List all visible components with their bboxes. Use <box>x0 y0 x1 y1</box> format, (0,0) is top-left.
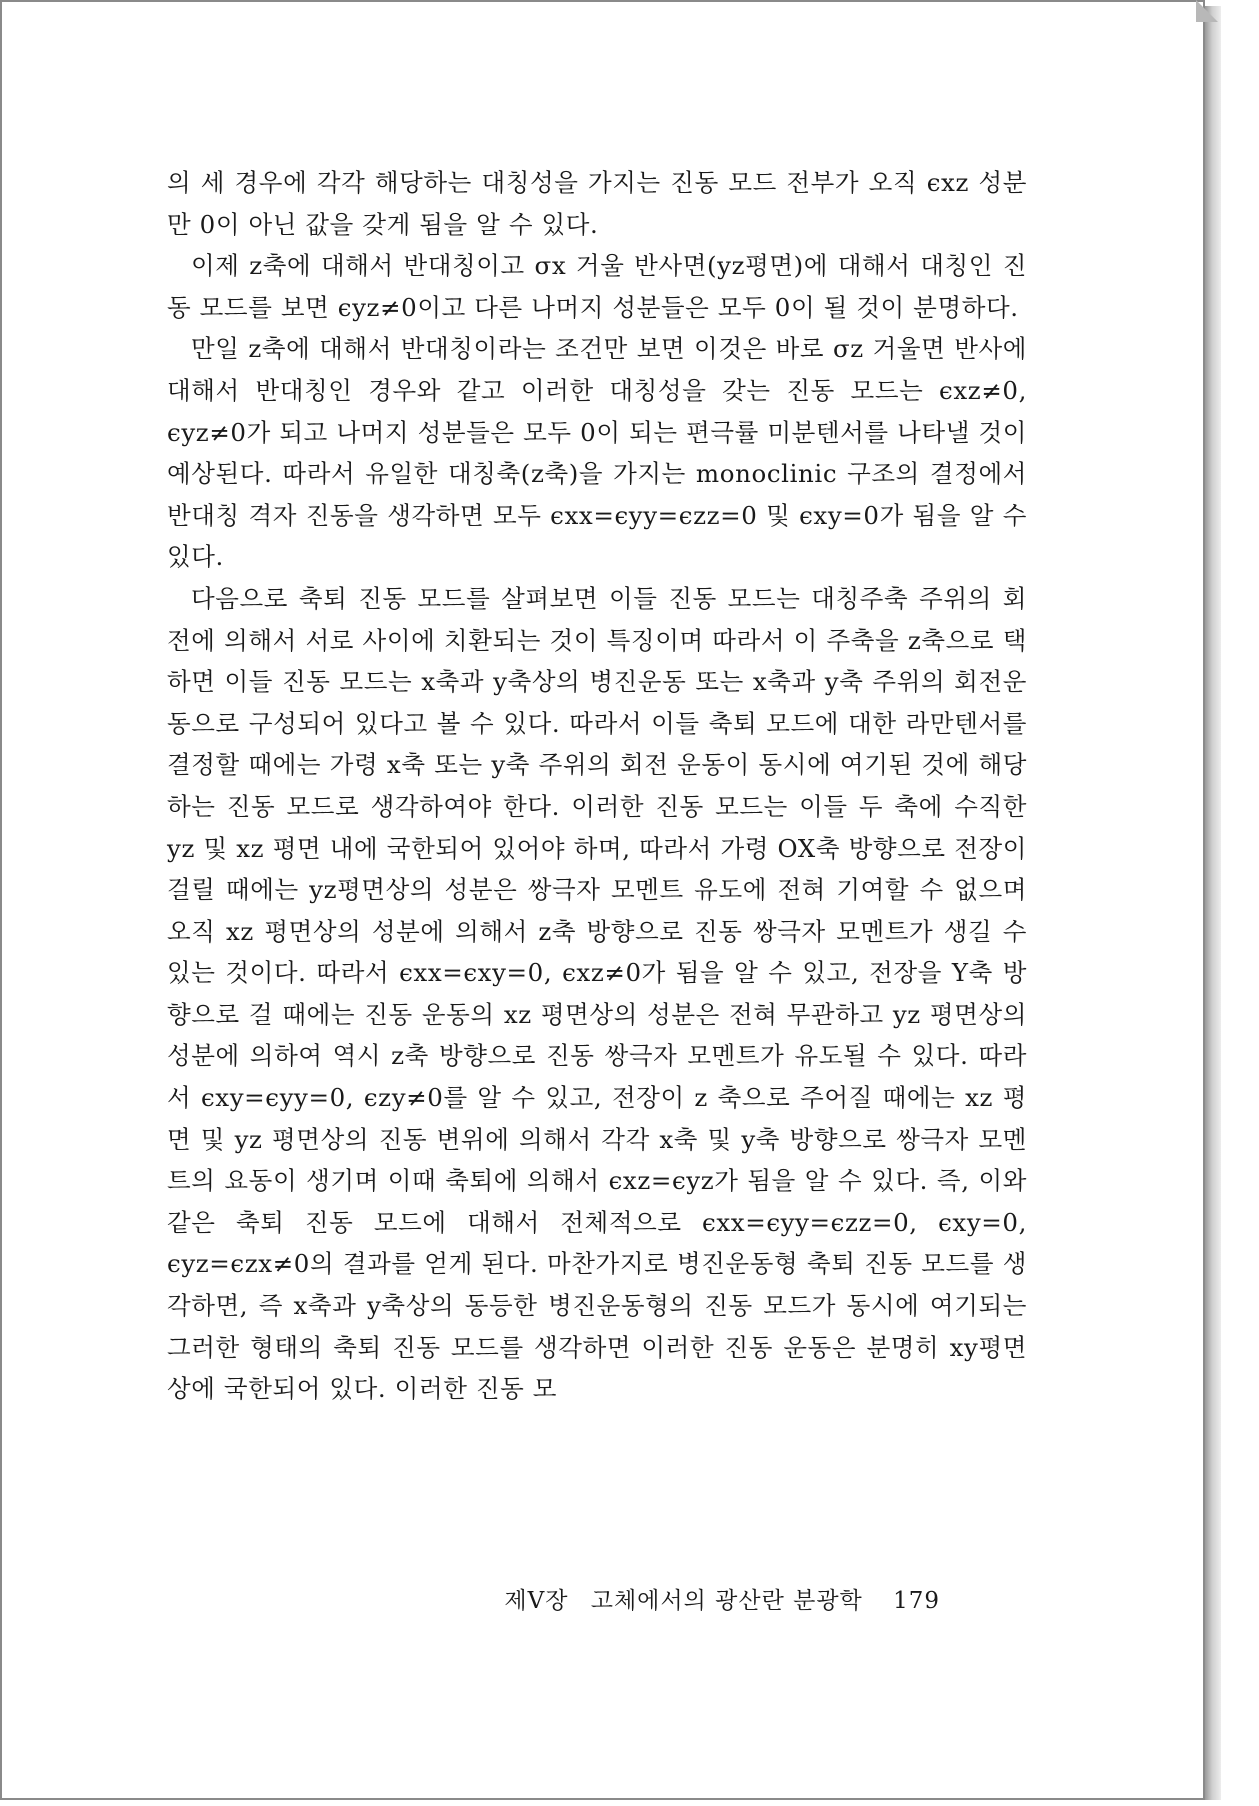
body-text <box>167 162 1027 1410</box>
paragraph: 의 세 경우에 각각 해당하는 대칭성을 가지는 진동 모드 전부가 오직 ϵxz 성분만 0이 아닌 값을 갖게 됨을 알 수 있다. <box>167 168 1027 239</box>
chapter-title: 고체에서의 광산란 분광학 <box>590 1588 863 1614</box>
page-edge-shadow <box>1205 6 1221 1800</box>
paragraph: 만일 z축에 대해서 반대칭이라는 조건만 보면 이것은 바로 σz 거울면 반사에 대해서 반대칭인 경우와 같고 이러한 대칭성을 갖는 진동 모드는 ϵxz≠0, ϵyz≠0가 되고 나머지 성분들은 모두 0이 되는 편극률 미분텐서를 나타낼 것이 예상된다. 따라서 유일한 대칭축(z축)을 가지는 monoclinic 구조의 결정에서 반대칭 격자 진동을 생각하면 모두 ϵxx=ϵyy=ϵzz=0 및 ϵxy=0가 됨을 알 수 있다. <box>167 334 1027 572</box>
page-number: 179 <box>893 1588 940 1614</box>
chapter-label: 제V장 <box>504 1588 569 1614</box>
paragraph: 다음으로 축퇴 진동 모드를 살펴보면 이들 진동 모드는 대칭주축 주위의 회전에 의해서 서로 사이에 치환되는 것이 특징이며 따라서 이 주축을 z축으로 택하면 이들 진동 모드는 x축과 y축상의 병진운동 또는 x축과 y축 주위의 회전운동으로 구성되어 있다고 볼 수 있다. 따라서 이들 축퇴 모드에 대한 라만텐서를 결정할 때에는 가령 x축 또는 y축 주위의 회전 운동이 동시에 여기된 것에 해당하는 진동 모드로 생각하여야 한다. 이러한 진동 모드는 이들 두 축에 수직한 yz 및 xz 평면 내에 국한되어 있어야 하며, 따라서 가령 OX축 방향으로 전장이 걸릴 때에는 yz평면상의 성분은 쌍극자 모멘트 유도에 전혀 기여할 수 없으며 오직 xz 평면상의 성분에 의해서 z축 방향으로 진동 쌍극자 모멘트가 생길 수 있는 것이다. 따라서 ϵxx=ϵxy=0, ϵxz≠0가 됨을 알 수 있고, 전장을 Y축 방향으로 걸 때에는 진동 운동의 xz 평면상의 성분은 전혀 무관하고 yz 평면상의 성분에 의하여 역시 z축 방향으로 진동 쌍극자 모멘트가 유도될 수 있다. 따라서 ϵxy=ϵyy=0, ϵzy≠0를 알 수 있고, 전장이 z 축으로 주어질 때에는 xz 평면 및 yz 평면상의 진동 변위에 의해서 각각 x축 및 y축 방향으로 쌍극자 모멘트의 요동이 생기며 이때 축퇴에 의해서 ϵxz=ϵyz가 됨을 알 수 있다. 즉, 이와 같은 축퇴 진동 모드에 대해서 전체적으로 ϵxx=ϵyy=ϵzz=0, ϵxy=0, ϵyz=ϵzx≠0의 결과를 얻게 된다. 마찬가지로 병진운동형 축퇴 진동 모드를 생각하면, 즉 x축과 y축상의 동등한 병진운동형의 진동 모드가 동시에 여기되는 그러한 형태의 축퇴 진동 모드를 생각하면 이러한 진동 운동은 분명히 xy평면상에 국한되어 있다. 이러한 진동 모 <box>167 583 1027 1404</box>
page-corner-curl <box>1196 0 1218 22</box>
paragraph: 이제 z축에 대해서 반대칭이고 σx 거울 반사면(yz평면)에 대해서 대칭인 진동 모드를 보면 ϵyz≠0이고 다른 나머지 성분들은 모두 0이 될 것이 분명하다. <box>167 251 1027 322</box>
running-footer <box>504 1582 940 1615</box>
